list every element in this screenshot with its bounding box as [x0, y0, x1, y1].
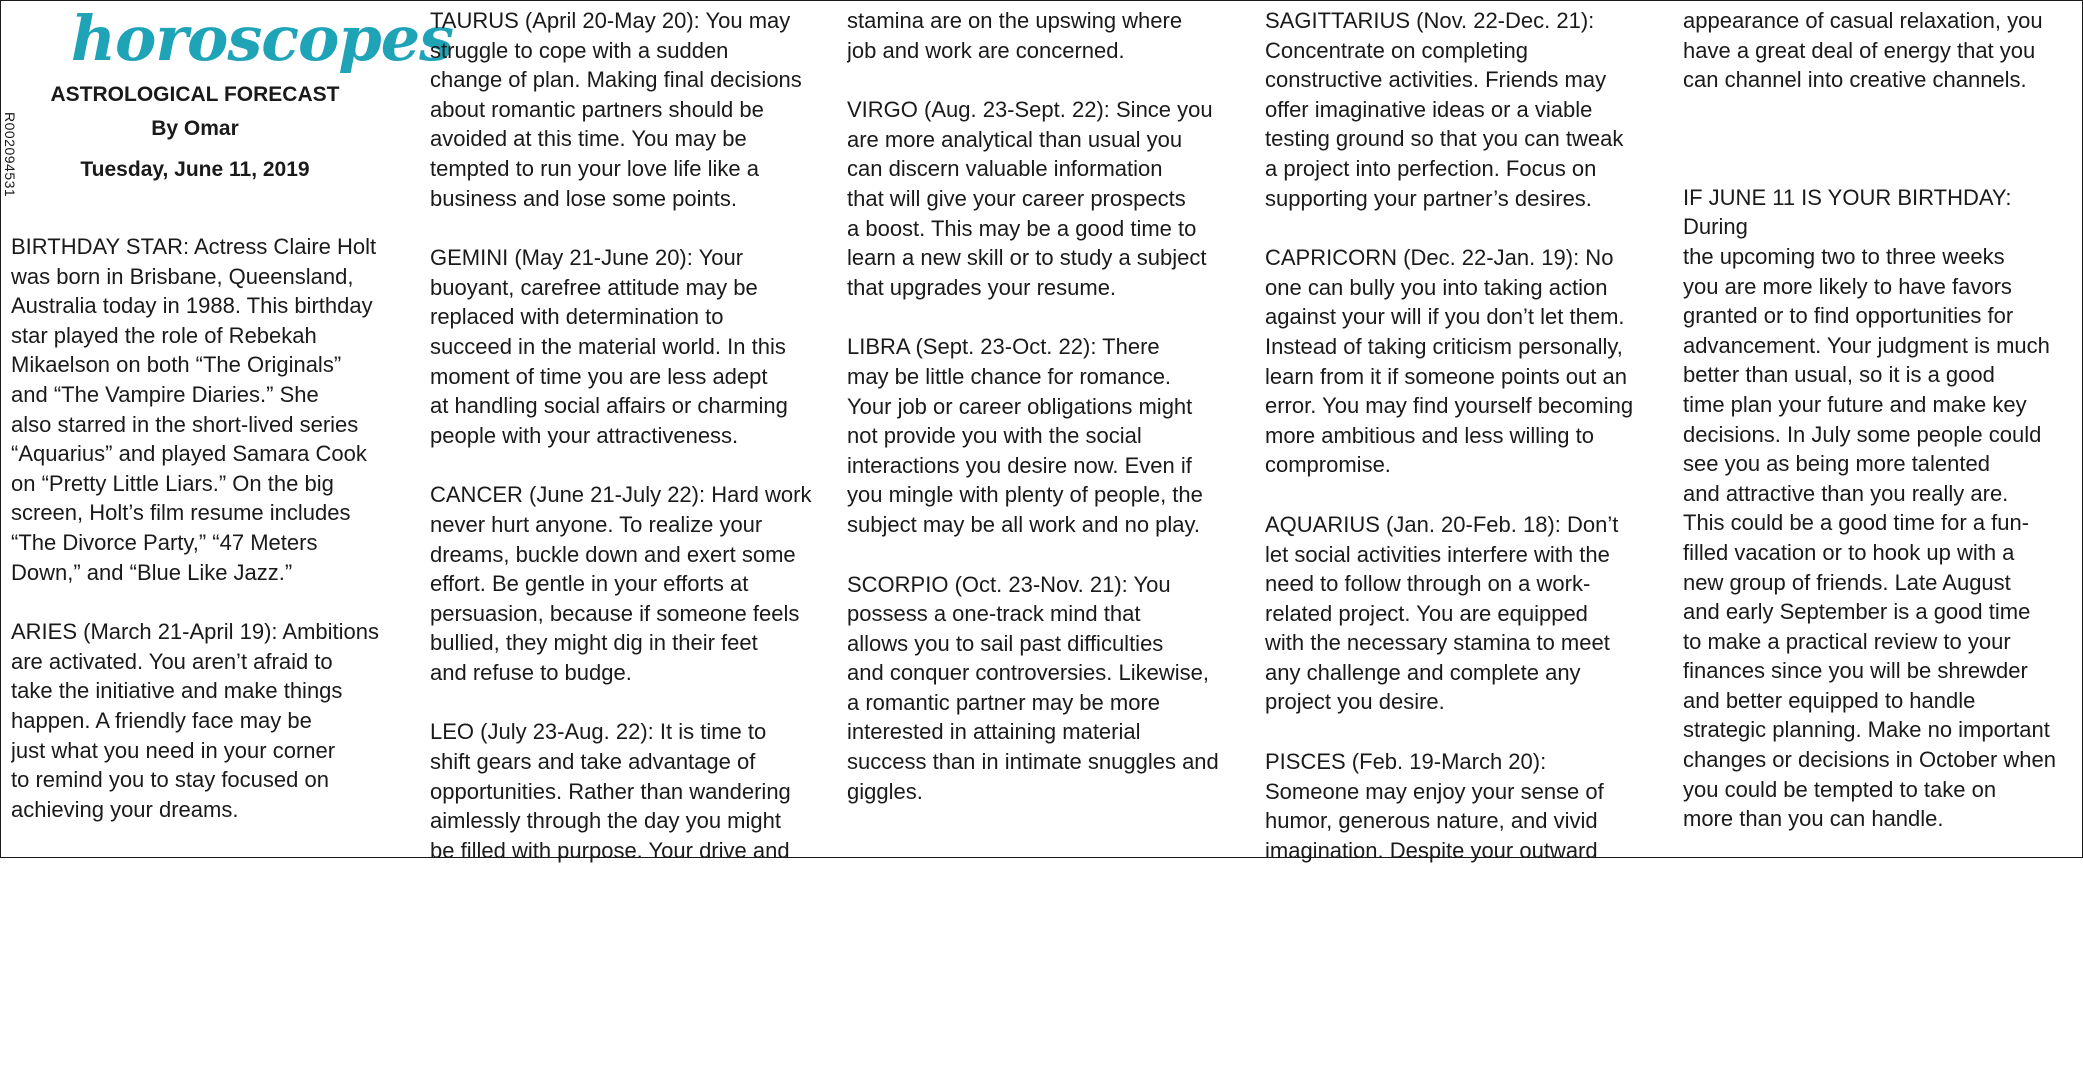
virgo-paragraph: VIRGO (Aug. 23-Sept. 22): Since you are more analytical than usual you can discern valuable information that will give your career prospects a boost. This may be a good time to learn a new skill or to study a subject that upgrades your resume.: [847, 97, 1213, 300]
column-2: [430, 6, 825, 864]
column-1: [11, 232, 401, 1090]
capricorn-paragraph: CAPRICORN (Dec. 22-Jan. 19): No one can bully you into taking action against your will if you don’t let them. Instead of taking criticism personally, learn from it if someone points out an error. You may find yourself becoming more ambitious and less willing to compromise.: [1265, 245, 1634, 478]
birthday-star-paragraph: BIRTHDAY STAR: Actress Claire Holt was born in Brisbane, Queensland, Australia today in 1988. This birthday star played the role of Rebekah Mikaelson on both “The Originals” and “The Vampire Diaries.” She also starred in the short-lived series “Aquarius” and played Samara Cook on “Pretty Little Liars.” On the big screen, Holt’s film resume includes “The Divorce Party,” “47 Meters Down,” and “Blue Like Jazz.”: [11, 234, 377, 585]
leo-paragraph: LEO (July 23-Aug. 22): It is time to shift gears and take advantage of opportunities. Rather than wandering aimlessly through the day you might be filled with purpose. Your drive and: [430, 719, 791, 863]
column-5: [1683, 6, 2078, 864]
column-3: [847, 6, 1242, 864]
pisces-paragraph: PISCES (Feb. 19-March 20): Someone may enjoy your sense of humor, generous nature, and vivid imagination. Despite your outward: [1265, 749, 1604, 863]
cancer-paragraph: CANCER (June 21-July 22): Hard work never hurt anyone. To realize your dreams, buckle down and exert some effort. Be gentle in your efforts at persuasion, because if someone feels bullied, they might dig in their feet and refuse to budge.: [430, 482, 812, 685]
page-title: horoscopes: [70, 2, 454, 75]
gemini-paragraph: GEMINI (May 21-June 20): Your buoyant, carefree attitude may be replaced with determination to succeed in the material world. In this moment of time you are less adept at handling social affairs or charming people with your attractiveness.: [430, 245, 788, 448]
aries-paragraph: ARIES (March 21-April 19): Ambitions are activated. You aren’t afraid to take the initiative and make things happen. A friendly face may be just what you need in your corner to remind you to stay focused on achieving your dreams.: [11, 619, 380, 822]
pisces-continued-paragraph: appearance of casual relaxation, you have a great deal of energy that you can channel into creative channels.: [1683, 8, 2043, 93]
issue-date: Tuesday, June 11, 2019: [80, 158, 310, 181]
section-subtitle: ASTROLOGICAL FORECAST: [50, 83, 340, 106]
byline: By Omar: [151, 117, 239, 140]
aquarius-paragraph: AQUARIUS (Jan. 20-Feb. 18): Don’t let social activities interfere with the need to follow through on a work- related project. You are equipped with the necessary stamina to meet any challenge and complete any project you desire.: [1265, 511, 1619, 715]
libra-paragraph: LIBRA (Sept. 23-Oct. 22): There may be little chance for romance. Your job or career obligations might not provide you with the social interactions you desire now. Even if you mingle with plenty of people, the subject may be all work and no play.: [847, 334, 1203, 537]
birthday-forecast-paragraph: IF JUNE 11 IS YOUR BIRTHDAY: During the upcoming two to three weeks you are more likely to have favors granted or to find opportunities for advancement. Your judgment is much better than usual, so it is a good time plan your future and make key decisions. In July some people could see you as being more talented and attractive than you really are. This could be a good time for a fun- filled vacation or to hook up with a new group of friends. Late August and early September is a good time to make a practical review to your finances since you will be shrewder and better equipped to handle strategic planning. Make no important changes or decisions in October when you could be tempted to take on more than you can handle.: [1683, 184, 2056, 832]
ad-code: R002094531: [2, 112, 18, 198]
leo-continued-paragraph: stamina are on the upswing where job and work are concerned.: [847, 8, 1183, 63]
scorpio-paragraph: SCORPIO (Oct. 23-Nov. 21): You possess a one-track mind that allows you to sail past difficulties and conquer controversies. Likewise, a romantic partner may be more interested in attaining material success than in intimate snuggles and giggles.: [847, 571, 1219, 804]
column-4: [1265, 6, 1660, 864]
sagittarius-paragraph: SAGITTARIUS (Nov. 22-Dec. 21): Concentrate on completing constructive activities. Friends may offer imaginative ideas or a viable testing ground so that you can tweak a project into perfection. Focus on supporting your partner’s desires.: [1265, 8, 1624, 211]
taurus-paragraph: TAURUS (April 20-May 20): You may struggle to cope with a sudden change of plan. Making final decisions about romantic partners should be avoided at this time. You may be tempted to run your love life like a business and lose some points.: [430, 8, 802, 211]
